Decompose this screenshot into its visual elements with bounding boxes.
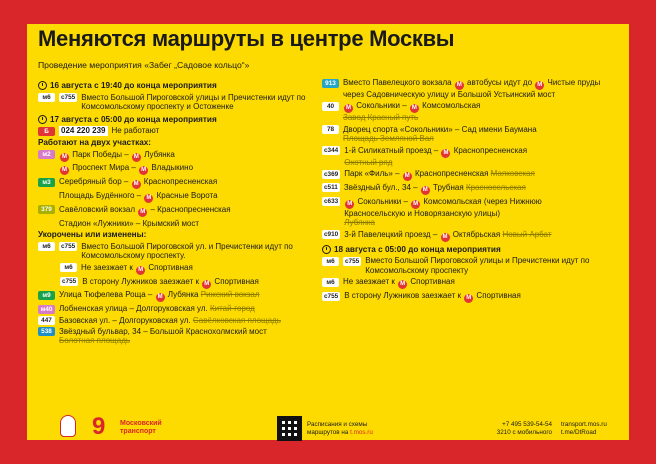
- moscow-coat-of-arms-icon: [60, 415, 76, 437]
- list-item: м2 М Парк Победы – М Лубянка: [38, 150, 326, 162]
- list-item: 913 Вместо Павелецкого вокзала М автобусы идут до М Чистые пруды через Садовническую улицу и Большой Устьинский мост: [322, 78, 602, 100]
- qr-link[interactable]: t.mos.ru: [350, 429, 373, 436]
- route-badge: с755: [61, 243, 76, 251]
- list-item: м6 с755 Вместо Большой Пироговской улицы и Пречистенки идут по Комсомольскому проспекту и Остоженке: [38, 93, 326, 112]
- route-badge: м6: [60, 263, 77, 272]
- metro-icon: М: [141, 167, 147, 174]
- list-item: Площадь Будённого – М Красные Ворота: [59, 190, 218, 201]
- right-column: [322, 78, 602, 305]
- metro-icon: М: [140, 208, 146, 215]
- metro-icon: М: [411, 105, 417, 112]
- transport-logo-icon: 9: [92, 413, 106, 440]
- list-item: 538 Звёздный бульвар, 34 – Большой Краснохолмский мост Болотная площадь: [38, 327, 326, 346]
- list-item: с755 В сторону Лужников заезжает к М Спортивная: [324, 291, 521, 302]
- route-badge: 913: [322, 79, 339, 88]
- page-subtitle: Проведение мероприятия «Забег „Садовое кольцо“»: [38, 60, 250, 70]
- route-badge: м40: [38, 305, 55, 314]
- route-badge: с755: [345, 257, 360, 265]
- metro-icon: М: [456, 82, 462, 88]
- metro-icon: М: [347, 200, 353, 207]
- route-badge: с755: [324, 292, 339, 300]
- list-item: 78 Дворец спорта «Сокольники» – Сад имени Баумана Площадь Земляной Вал: [322, 125, 602, 144]
- list-item: с910 3-й Павелецкий проезд – М Октябрьская Новый Арбат: [324, 229, 552, 240]
- route-badge: с369: [324, 170, 339, 178]
- group-header: Работают на двух участках:: [38, 137, 152, 147]
- list-item: м40 Лобненская улица – Долгоруковская ул. Китай-город: [38, 304, 326, 314]
- list-item: М Проспект Мира – М Владыкино: [62, 163, 194, 174]
- route-badge: 447: [38, 316, 55, 325]
- route-badge: с511: [324, 184, 338, 192]
- metro-icon: М: [133, 181, 139, 188]
- route-badge: м2: [38, 150, 55, 159]
- list-item: с755 В сторону Лужников заезжает к М Спортивная: [62, 276, 259, 287]
- list-item: м6 с755 Вместо Большой Пироговской улицы и Пречистенки идут по Комсомольскому проспекту: [322, 256, 602, 275]
- route-badge: Б: [38, 127, 55, 136]
- metro-icon: М: [404, 173, 410, 180]
- qr-code-icon: [277, 416, 302, 441]
- metro-icon: М: [346, 105, 351, 112]
- route-badge: 538: [38, 327, 55, 336]
- telegram-link[interactable]: t.me/DtRoad: [561, 429, 597, 436]
- page-title: Меняются маршруты в центре Москвы: [38, 26, 455, 51]
- route-badge: с755: [62, 278, 77, 286]
- route-badge: м6: [322, 257, 339, 266]
- route-badge: м6: [38, 242, 55, 251]
- route-numbers: 024 220 239: [61, 126, 106, 136]
- group-header: Укорочены или изменены:: [38, 230, 147, 240]
- contact-phone: +7 495 539-54-54 3210 с мобильного: [496, 421, 552, 436]
- metro-icon: М: [537, 82, 543, 88]
- route-badge: 379: [38, 205, 55, 214]
- metro-icon: М: [466, 295, 472, 302]
- metro-icon: М: [62, 167, 67, 174]
- clock-icon: [38, 115, 47, 124]
- metro-icon: М: [157, 294, 163, 301]
- list-item: м6 Не заезжает к М Спортивная: [322, 277, 602, 289]
- clock-icon: [38, 81, 47, 90]
- metro-icon: М: [442, 233, 448, 240]
- brand-name: Московский транспорт: [120, 420, 162, 435]
- route-badge: 78: [322, 125, 339, 134]
- metro-icon: М: [400, 281, 406, 288]
- metro-icon: М: [146, 194, 152, 201]
- list-item: с344 1-й Силикатный проезд – М Краснопресненская Охотный ряд: [324, 145, 528, 167]
- list-item: м6 с755 Вместо Большой Пироговской ул. и Пречистенки идут по Комсомольскому проспекту.: [38, 242, 326, 261]
- list-item: м6 Не заезжает к М Спортивная: [38, 263, 326, 275]
- list-item: м3 Серебряный бор – М Краснопресненская: [38, 177, 326, 189]
- route-badge: с910: [324, 231, 339, 239]
- list-item: Стадион «Лужники» – Крымский мост: [59, 218, 200, 228]
- route-badge: м6: [38, 93, 55, 102]
- route-badge: с633: [324, 198, 339, 206]
- metro-icon: М: [133, 153, 139, 160]
- list-item: Б 024 220 239 Не работают: [38, 126, 326, 136]
- metro-icon: М: [413, 200, 419, 207]
- route-badge: с344: [324, 147, 339, 155]
- list-item: 447 Базовская ул. – Долгоруковская ул. Савёлковская площадь: [38, 316, 326, 326]
- list-item: 379 Савёловский вокзал М – Краснопресненская: [38, 205, 326, 217]
- metro-icon: М: [204, 280, 210, 287]
- metro-icon: М: [62, 153, 67, 160]
- section-aug17: 17 августа с 05:00 до конца мероприятия: [38, 115, 326, 125]
- route-badge: м6: [322, 278, 339, 287]
- list-item: с369 Парк «Филь» – М Краснопресненская Маяковская: [324, 169, 535, 180]
- metro-icon: М: [138, 266, 144, 273]
- qr-caption: Расписания и схемы маршрутов на t.mos.ru: [307, 421, 373, 436]
- list-item: м9 Улица Тюфелева Роща – М Лубянка Рижский вокзал: [38, 290, 326, 302]
- route-badge: 40: [322, 102, 339, 111]
- site-link[interactable]: transport.mos.ru: [561, 421, 607, 428]
- list-item: с511 Звёздный бул., 34 – М Трубная Красносельская: [324, 182, 526, 193]
- section-aug16: 16 августа с 19:40 до конца мероприятия: [38, 81, 326, 91]
- list-item: 40 М Сокольники – М Комсомольская Завод Красный путь: [322, 101, 602, 123]
- metro-icon: М: [422, 186, 428, 193]
- clock-icon: [322, 245, 331, 254]
- left-column: [38, 78, 326, 348]
- route-badge: м9: [38, 291, 55, 300]
- section-aug18: 18 августа с 05:00 до конца мероприятия: [322, 245, 602, 255]
- contact-links: [561, 421, 607, 437]
- metro-icon: М: [443, 149, 449, 156]
- route-badge: с755: [61, 94, 76, 102]
- route-badge: м3: [38, 178, 55, 187]
- list-item: с633 М Сокольники – М Комсомольская (через Нижнюю Красносельскую и Новорязанскую улицы) Лубянка: [324, 196, 542, 228]
